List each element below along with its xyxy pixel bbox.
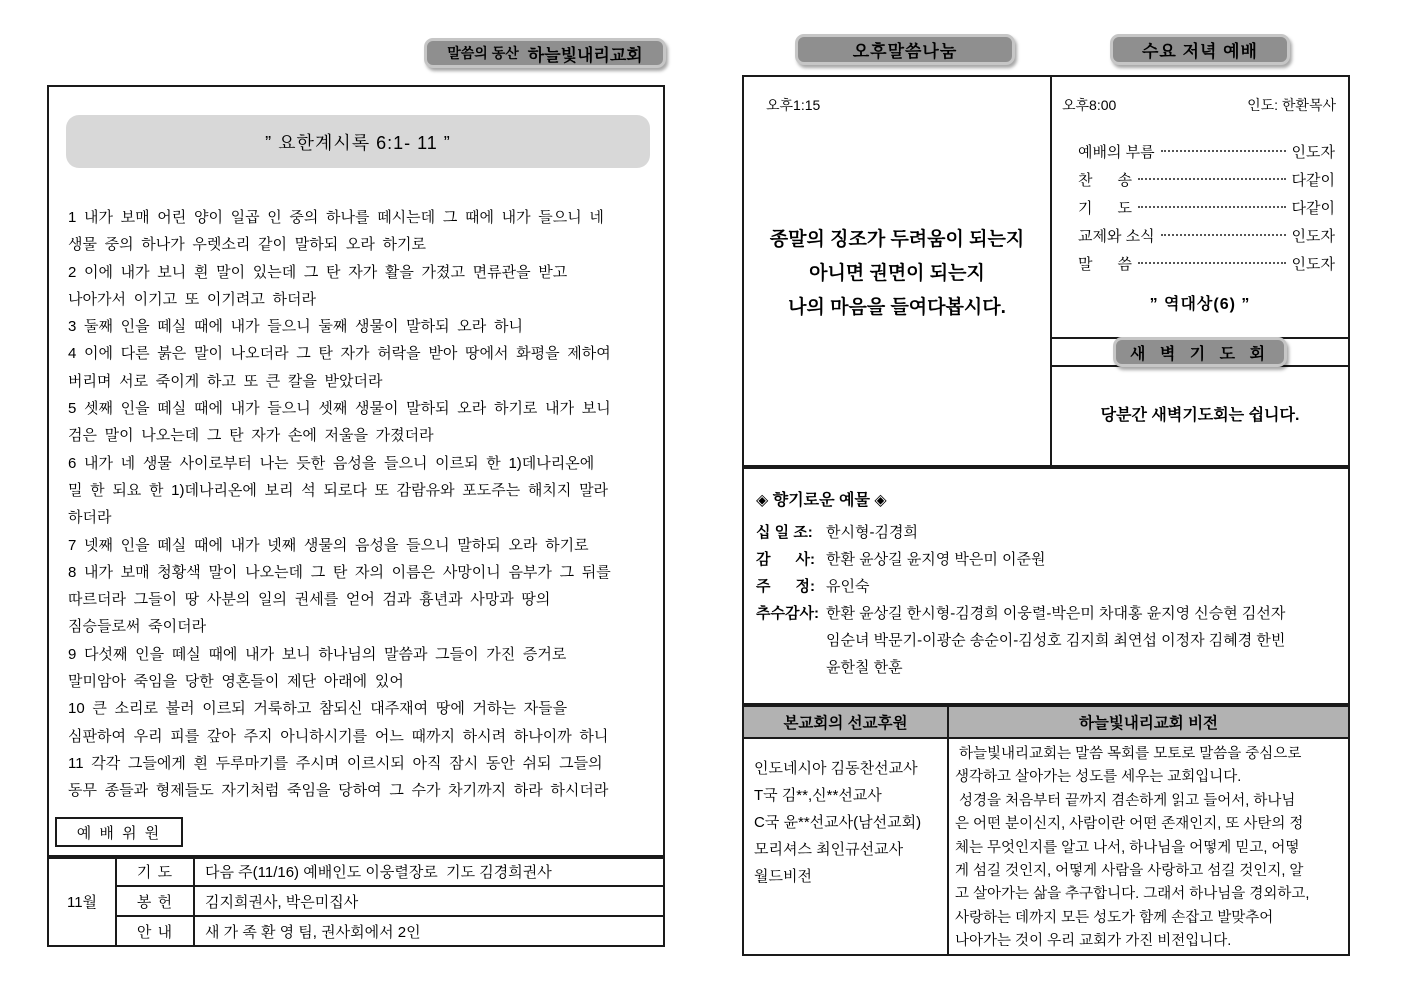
message-line: 종말의 징조가 두려움이 되는지 [769, 229, 1025, 250]
mission-line: 인도네시아 김동찬선교사 [754, 760, 918, 777]
scripture-line: 밀 한 되요 한 1)데나리온에 보리 석 되로다 또 감람유와 포도주는 해치지 말라 [68, 481, 609, 499]
worship-order-row [1078, 221, 1335, 249]
offerings-panel [742, 467, 1350, 705]
offering-value: 한환 윤상길 한시형-김경희 이웅렬-박은미 차대홍 윤지영 신승현 김선자 [826, 605, 1286, 622]
value-cell: 다음 주(11/16) 예배인도 이웅렬장로 기도 김경희권사 [194, 856, 664, 886]
offering-row [756, 654, 1334, 681]
offering-label: 감 사: [756, 551, 815, 568]
worship-committee-table [47, 855, 665, 947]
scripture-line: 심판하여 우리 피를 갚아 주지 아니하시기를 어느 때까지 하시려 하나이까 하니 [68, 727, 609, 745]
offering-row [756, 600, 1334, 627]
vision-line: 게 섬길 것인지, 어떻게 사람을 사랑하고 섬길 것인지, 알 [955, 863, 1304, 880]
scripture-line: 10 큰 소리로 불러 이르되 거룩하고 참되신 대주재여 땅에 거하는 자들을 [68, 700, 568, 718]
table-header-row [743, 706, 1349, 738]
value-cell: 새 가 족 환 영 팀, 권사회에서 2인 [194, 916, 664, 946]
order-label: 예배의 부름 [1078, 143, 1155, 161]
order-label: 말 씀 [1078, 255, 1132, 273]
offering-row [756, 546, 1334, 573]
church-badge-name: 하늘빛내리교회 [527, 45, 643, 65]
message-line: 아니면 권면이 되는지 [809, 263, 985, 284]
scripture-line: 7 넷째 인을 떼실 때에 내가 넷째 생물의 음성을 들으니 말하되 오라 하기로 [68, 536, 589, 554]
wednesday-evening-worship-header-badge: 수요 저녁 예배 [1110, 34, 1290, 65]
wednesday-scripture-reference: ” 역대상(6) ” [1149, 296, 1251, 313]
mission-line: T국 김**,신**선교사 [754, 787, 882, 804]
worship-order-row [1078, 165, 1335, 193]
mission-line: 월드비전 [754, 868, 812, 885]
vision-line: 나아가는 것이 우리 교회가 가진 비전입니다. [955, 933, 1232, 950]
value-cell: 김지희권사, 박은미집사 [194, 886, 664, 916]
role-cell: 안 내 [116, 916, 194, 946]
scripture-line: 하더라 [68, 509, 112, 527]
wednesday-leader: 인도: 한환목사 [1247, 97, 1336, 113]
scripture-line: 11 각각 그들에게 흰 두루마기를 주시며 이르시되 아직 잠시 동안 쉬되 그들의 [68, 754, 603, 772]
offering-label [756, 654, 826, 681]
wednesday-time: 오후8:00 [1062, 97, 1117, 113]
message-line: 나의 마음을 들여다봅시다. [788, 297, 1006, 318]
vision-line: 하늘빛내리교회는 말씀 목회를 모토로 말씀을 중심으로 [955, 746, 1302, 762]
afternoon-time: 오후1:15 [766, 97, 821, 113]
missions-list [743, 738, 948, 955]
dotted-leader [1161, 150, 1286, 152]
table-row [48, 886, 664, 916]
mission-line: 모리셔스 최인규선교사 [754, 841, 904, 858]
vision-line: 체는 무엇인지를 알고 나서, 하나님을 어떻게 믿고, 어떻 [955, 839, 1300, 856]
offering-label: 십 일 조: [756, 524, 813, 541]
services-panel [742, 75, 1350, 467]
mission-line: C국 윤**선교사(남선교회) [754, 814, 922, 831]
scripture-line: 4 이에 다른 붉은 말이 나오더라 그 탄 자가 허락을 받아 땅에서 화평을 제하여 [68, 345, 611, 363]
order-label: 교제와 소식 [1078, 227, 1155, 245]
offering-value: 한시형-김경희 [826, 524, 918, 541]
vision-line: 고 살아가는 삶을 추구합니다. 그래서 하나님을 경외하고, [955, 886, 1310, 903]
afternoon-sharing-panel [744, 77, 1052, 465]
scripture-text [68, 204, 658, 805]
offering-value: 윤한칠 한훈 [826, 659, 903, 676]
dotted-leader [1138, 262, 1286, 264]
scripture-line: 검은 말이 나오는데 그 탄 자가 손에 저울을 가졌더라 [68, 427, 434, 445]
scripture-line: 1 내가 보매 어린 양이 일곱 인 중의 하나를 떼시는데 그 때에 내가 들으니 네 [68, 209, 604, 226]
afternoon-message [744, 223, 1050, 325]
offering-row [756, 627, 1334, 654]
table-row [48, 856, 664, 886]
table-row [48, 916, 664, 946]
vision-header: 하늘빛내리교회 비전 [948, 706, 1349, 738]
order-role: 인도자 [1291, 255, 1335, 273]
worship-order-row [1078, 137, 1335, 165]
role-cell: 봉 헌 [116, 886, 194, 916]
role-cell: 기 도 [116, 856, 194, 886]
offering-value: 유인숙 [826, 578, 870, 595]
scripture-line: 6 내가 네 생물 사이로부터 나는 듯한 음성을 들으니 이르되 한 1)데나리온에 [68, 454, 595, 472]
sermon-scripture-title: ” 요한계시록 6:1- 11 ” [66, 115, 650, 168]
offering-row [756, 573, 1334, 600]
scripture-line: 짐승들로써 죽이더라 [68, 618, 207, 636]
scripture-line: 버리며 서로 죽이게 하고 또 큰 칼을 받았더라 [68, 372, 383, 390]
vision-line: 사랑하는 데까지 모든 성도가 함께 손잡고 발맞추어 [955, 909, 1274, 926]
scripture-line: 말미암아 죽임을 당한 영혼들이 제단 아래에 있어 [68, 673, 404, 691]
table-row [743, 738, 1349, 955]
worship-committee-label: 예 배 위 원 [55, 817, 183, 847]
afternoon-sharing-header-badge: 오후말씀나눔 [795, 34, 1015, 65]
order-role: 인도자 [1291, 227, 1335, 245]
offering-value: 한환 윤상길 윤지영 박은미 이준원 [826, 551, 1046, 568]
vision-text [948, 738, 1349, 955]
worship-order-row [1078, 249, 1335, 277]
scripture-line: 2 이에 내가 보니 흰 말이 있는데 그 탄 자가 활을 가졌고 면류관을 받고 [68, 263, 568, 281]
dawn-prayer-header-badge: 새 벽 기 도 회 [1113, 337, 1287, 367]
scripture-line: 8 내가 보매 청황색 말이 나오는데 그 탄 자의 이름은 사망이니 음부가 그 뒤를 [68, 563, 611, 581]
dotted-leader [1138, 178, 1286, 180]
vision-line: 성경을 처음부터 끝까지 겸손하게 읽고 들어서, 하나님 [955, 792, 1296, 809]
scripture-line: 나아가서 이기고 또 이기려고 하더라 [68, 290, 317, 308]
order-role: 인도자 [1291, 143, 1335, 161]
offering-value: 임순녀 박문기-이광순 송순이-김성호 김지희 최연섭 이정자 김혜경 한빈 [826, 632, 1286, 649]
scripture-line: 5 셋째 인을 떼실 때에 내가 들으니 셋째 생물이 말하되 오라 하기로 내가 보니 [68, 400, 611, 418]
church-name-badge [424, 38, 666, 68]
vision-line: 은 어떤 분이신지, 사람이란 어떤 존재인지, 또 사탄의 정 [955, 816, 1304, 833]
wednesday-worship-panel [1052, 77, 1348, 465]
order-role: 다같이 [1291, 171, 1335, 189]
missions-vision-table [742, 705, 1350, 950]
scripture-line: 9 다섯째 인을 떼실 때에 내가 보니 하나님의 말씀과 그들이 가진 증거로 [68, 645, 567, 663]
missions-header: 본교회의 선교후원 [743, 706, 948, 738]
dotted-leader [1138, 206, 1286, 208]
order-role: 다같이 [1291, 199, 1335, 217]
offering-label: 주 정: [756, 578, 815, 595]
scripture-line: 따르더라 그들이 땅 사분의 일의 권세를 얻어 검과 흉년과 사망과 땅의 [68, 591, 551, 609]
offering-row [756, 519, 1334, 546]
scripture-line: 동무 종들과 형제들도 자기처럼 죽임을 당하여 그 수가 차기까지 하라 하시더라 [68, 782, 609, 800]
month-cell: 11월 [48, 856, 116, 946]
order-label: 찬 송 [1078, 171, 1132, 189]
dawn-prayer-note: 당분간 새벽기도회는 쉽니다. [1100, 407, 1300, 424]
worship-order-row [1078, 193, 1335, 221]
worship-order-list [1078, 137, 1335, 277]
church-badge-prefix: 말씀의 동산 [447, 45, 519, 61]
offering-label: 추수감사: [756, 605, 819, 622]
offerings-title: ◈ 향기로운 예물 ◈ [756, 492, 887, 509]
offering-label [756, 627, 826, 654]
scripture-line: 생물 중의 하나가 우렛소리 같이 말하되 오라 하기로 [68, 236, 426, 254]
vision-line: 생각하고 살아가는 성도를 세우는 교회입니다. [955, 769, 1242, 786]
dawn-prayer-header-band [1052, 337, 1348, 367]
scripture-line: 3 둘째 인을 떼실 때에 내가 들으니 둘째 생물이 말하되 오라 하니 [68, 318, 523, 336]
order-label: 기 도 [1078, 199, 1132, 217]
dotted-leader [1161, 234, 1286, 236]
